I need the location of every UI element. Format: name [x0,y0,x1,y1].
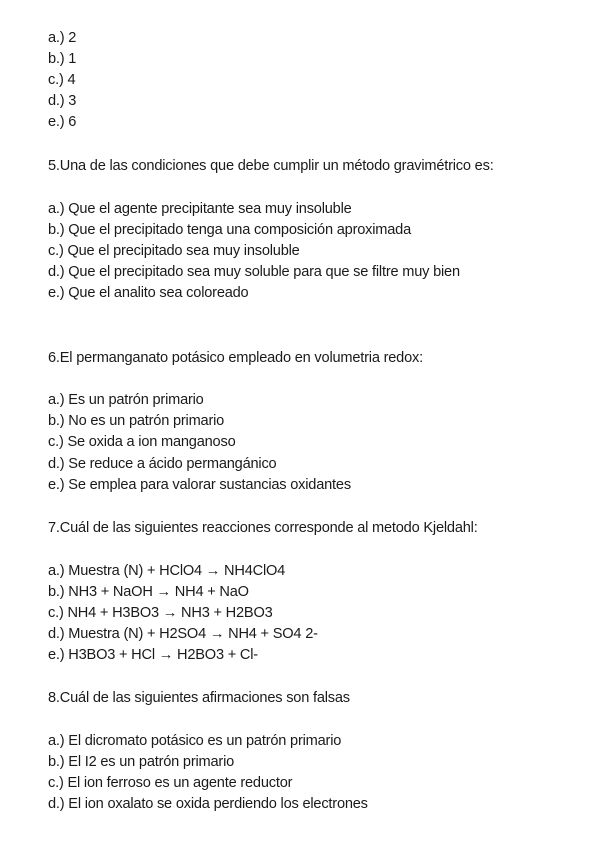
q8-option-a: a.) El dicromato potásico es un patrón primario [48,733,342,749]
q8-option-b: b.) El I2 es un patrón primario [48,754,235,770]
q7-option-c: c.) NH4 + H3BO3 → NH3 + H2BO3 [48,605,273,621]
q5-option-a: a.) Que el agente precipitante sea muy insoluble [48,201,352,217]
question-6: 6.El permanganato potásico empleado en volumetria redox: [48,350,423,366]
q5-option-b: b.) Que el precipitado tenga una composición aproximada [48,222,411,238]
question-7: 7.Cuál de las siguientes reacciones corresponde al metodo Kjeldahl: [48,520,478,536]
question-8: 8.Cuál de las siguientes afirmaciones son falsas [48,690,350,706]
q7-option-a: a.) Muestra (N) + HClO4 → NH4ClO4 [48,563,286,579]
q6-option-d: d.) Se reduce a ácido permangánico [48,456,277,472]
q7-option-d: d.) Muestra (N) + H2SO4 → NH4 + SO4 2- [48,626,318,642]
prev-option-e: e.) 6 [48,114,77,130]
prev-option-c: c.) 4 [48,72,76,88]
q5-option-d: d.) Que el precipitado sea muy soluble para que se filtre muy bien [48,264,460,280]
q7-option-e: e.) H3BO3 + HCl → H2BO3 + Cl- [48,647,258,663]
q6-option-c: c.) Se oxida a ion manganoso [48,434,236,450]
prev-option-d: d.) 3 [48,93,77,109]
q5-option-e: e.) Que el analito sea coloreado [48,285,249,301]
q8-option-d: d.) El ion oxalato se oxida perdiendo los electrones [48,796,368,812]
q6-option-b: b.) No es un patrón primario [48,413,225,429]
q5-option-c: c.) Que el precipitado sea muy insoluble [48,243,300,259]
q8-option-c: c.) El ion ferroso es un agente reductor [48,775,293,791]
prev-option-a: a.) 2 [48,30,77,46]
question-5: 5.Una de las condiciones que debe cumplir un método gravimétrico es: [48,158,494,174]
q6-option-a: a.) Es un patrón primario [48,392,204,408]
q6-option-e: e.) Se emplea para valorar sustancias oxidantes [48,477,351,493]
q7-option-b: b.) NH3 + NaOH → NH4 + NaO [48,584,249,600]
prev-option-b: b.) 1 [48,51,77,67]
